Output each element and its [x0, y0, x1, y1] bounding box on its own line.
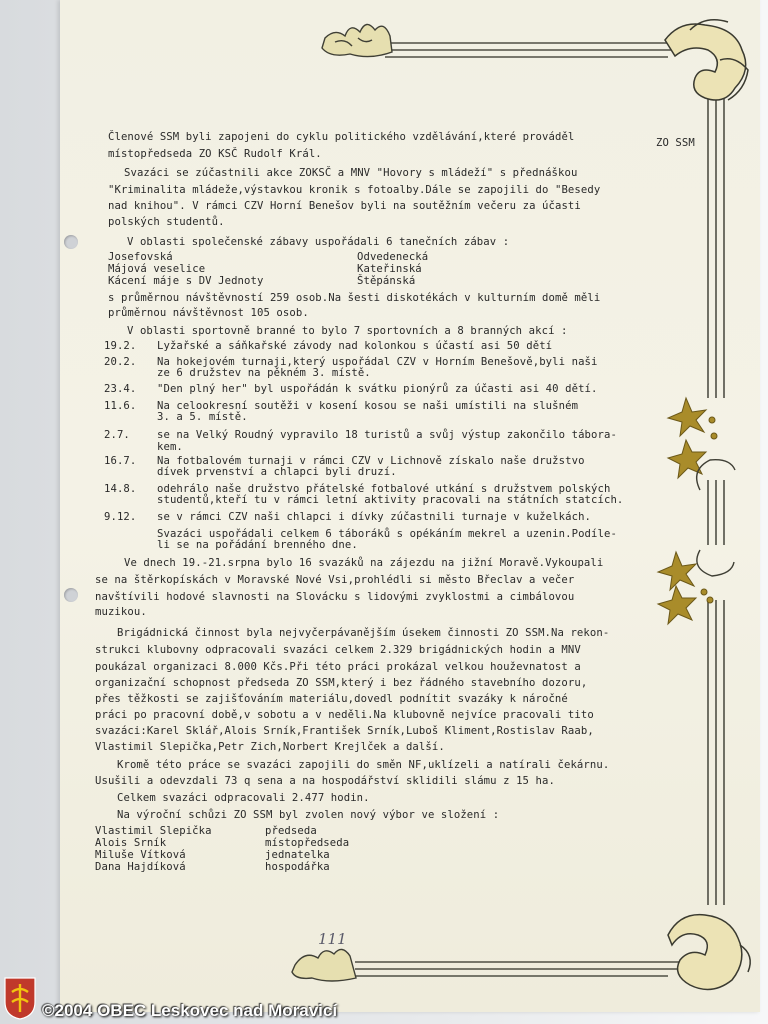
- text-line: průměrnou návštěvnost 105 osob.: [108, 307, 309, 319]
- section-heading: V oblasti společenské zábavy uspořádali 6 tanečních zábav :: [127, 236, 510, 248]
- text-line: nad knihou". V rámci CZV Horní Benešov byli na soutěžním večeru za účasti: [108, 200, 581, 212]
- event-text: Lyžařské a sáňkařské závody nad kolonkou s účastí asi 50 dětí: [157, 340, 553, 352]
- event-date: 23.4.: [104, 383, 137, 395]
- zo-ssm-label: ZO SSM: [656, 137, 695, 149]
- committee-name: Dana Hajdíková: [95, 861, 186, 873]
- text-line: navštívili hodové slavnosti na Slovácku s lidovými zvyklostmi a cimbálovou: [95, 591, 575, 603]
- text-line: "Kriminalita mládeže,výstavkou kronik s fotoalby.Dále se zapojili do "Besedy: [108, 184, 601, 196]
- text-line: svazáci:Karel Sklář,Alois Srník,František Srník,Luboš Kliment,Rostislav Raab,: [95, 725, 594, 737]
- event-text: "Den plný her" byl uspořádán k svátku pionýrů za účasti asi 40 dětí.: [157, 383, 598, 395]
- dance-name: Josefovská: [108, 251, 173, 263]
- event-text: Na celookresní soutěži v kosení kosou se naši umístili na slušném: [157, 400, 579, 412]
- text-line: Vlastimil Slepička,Petr Zich,Norbert Krejlček a další.: [95, 741, 445, 753]
- committee-name: Vlastimil Slepička: [95, 825, 212, 837]
- text-line: práci po pracovní době,v sobotu a v neděli.Na klubovně nejvíce pracovali tito: [95, 709, 594, 721]
- bottom-right-ornament: [668, 915, 750, 990]
- dance-name: Štěpánská: [357, 275, 416, 287]
- text-line: s průměrnou návštěvností 259 osob.Na šesti diskotékách v kulturním domě měli: [108, 292, 601, 304]
- event-text: odehrálo naše družstvo přátelské fotbalové utkání s družstvem polských: [157, 483, 611, 495]
- event-text: ze 6 družstev na pěkném 3. místě.: [157, 367, 371, 379]
- event-text: 3. a 5. místě.: [157, 411, 248, 423]
- text-line: Svazáci uspořádali celkem 6 táboráků s opékáním mekrel a uzenin.Podíle-: [157, 528, 617, 540]
- dance-name: Kateřinská: [357, 263, 422, 275]
- event-text: se na Velký Roudný vypravilo 18 turistů a svůj výstup zakončilo tábora-: [157, 429, 617, 441]
- top-right-ornament: [665, 20, 748, 100]
- text-line: Kromě této práce se svazáci zapojili do směn NF,uklízeli a natírali čekárnu.: [117, 759, 610, 771]
- committee-role: jednatelka: [265, 849, 330, 861]
- committee-name: Alois Srník: [95, 837, 167, 849]
- event-date: 16.7.: [104, 455, 137, 467]
- committee-role: hospodářka: [265, 861, 330, 873]
- text-line: Brigádnická činnost byla nejvyčerpávanějším úsekem činnosti ZO SSM.Na rekon-: [117, 627, 610, 639]
- text-line: li se na pořádání brenného dne.: [157, 539, 358, 551]
- text-line: se na štěrkopískách v Moravské Nové Vsi,prohlédli si město Břeclav a večer: [95, 574, 575, 586]
- committee-name: Miluše Vítková: [95, 849, 186, 861]
- gold-flower-ornament: [668, 398, 717, 478]
- text-line: Celkem svazáci odpracovali 2.477 hodin.: [117, 792, 370, 804]
- event-text: dívek prvenství a chlapci byli druzí.: [157, 466, 397, 478]
- text-line: organizační schopnost předseda ZO SSM,který i bez řádného stavebního dozoru,: [95, 677, 588, 689]
- event-date: 9.12.: [104, 511, 137, 523]
- event-date: 19.2.: [104, 340, 137, 352]
- copyright-watermark: ©2004 OBEC Leskovec nad Moravicí: [42, 1001, 338, 1020]
- committee-role: předseda: [265, 825, 317, 837]
- committee-role: místopředseda: [265, 837, 350, 849]
- event-text: se v rámci CZV naši chlapci i dívky zúčastnili turnaje v kuželkách.: [157, 511, 592, 523]
- top-left-ornament: [322, 24, 392, 56]
- event-date: 2.7.: [104, 429, 130, 441]
- text-line: místopředseda ZO KSČ Rudolf Král.: [108, 148, 322, 160]
- text-line: Usušili a odevzdali 73 q sena a na hospodářství sklidili slámu z 15 ha.: [95, 775, 555, 787]
- text-line: přes těžkosti se zajišťováním materiálu,dovedl podnítit svazáky k náročné: [95, 693, 568, 705]
- dance-name: Májová veselice: [108, 263, 206, 275]
- event-text: Na fotbalovém turnaji v rámci CZV v Lichnově získalo naše družstvo: [157, 455, 585, 467]
- event-text: studentů,kteří tu v rámci letní aktivity pracovali na státních statcích.: [157, 494, 624, 506]
- section-heading: V oblasti sportovně branné to bylo 7 sportovních a 8 branných akcí :: [127, 325, 568, 337]
- coat-of-arms-icon: [3, 976, 37, 1020]
- text-line: strukci klubovny odpracovali svazáci celkem 2.329 brigádnických hodin a MNV: [95, 644, 581, 656]
- dance-name: Kácení máje s DV Jednoty: [108, 275, 264, 287]
- text-line: Ve dnech 19.-21.srpna bylo 16 svazáků na zájezdu na jižní Moravě.Vykoupali: [124, 557, 604, 569]
- event-date: 20.2.: [104, 356, 137, 368]
- gold-flower-ornament: [658, 552, 713, 624]
- bottom-left-ornament: [292, 949, 356, 981]
- text-line: Svazáci se zúčastnili akce ZOKSČ a MNV "Hovory s mládeží" s přednáškou: [124, 167, 578, 179]
- event-text: kem.: [157, 441, 183, 453]
- event-date: 14.8.: [104, 483, 137, 495]
- dance-name: Odvedenecká: [357, 251, 429, 263]
- text-line: poukázal organizaci 8.000 Kčs.Při této práci prokázal velkou houževnatost a: [95, 661, 581, 673]
- event-text: Na hokejovém turnaji,který uspořádal CZV v Horním Benešově,byli naši: [157, 356, 598, 368]
- text-line: Členové SSM byli zapojeni do cyklu politického vzdělávání,které prováděl: [108, 131, 575, 143]
- text-line: polských studentů.: [108, 216, 225, 228]
- text-line: muzikou.: [95, 606, 147, 618]
- text-line: Na výroční schůzi ZO SSM byl zvolen nový výbor ve složení :: [117, 809, 500, 821]
- page-number: 111: [318, 930, 347, 948]
- event-date: 11.6.: [104, 400, 137, 412]
